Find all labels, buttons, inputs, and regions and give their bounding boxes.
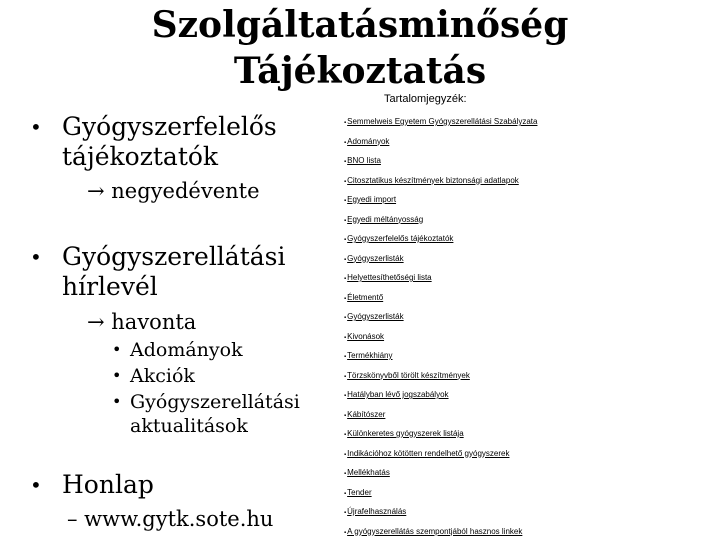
toc-item[interactable]: ▪Gyógyszerlisták xyxy=(344,312,404,321)
toc-link[interactable]: Gyógyszerfelelős tájékoztatók xyxy=(347,234,454,243)
toc-item[interactable]: ▪Kivonások xyxy=(344,331,385,341)
bullet-hirlevel xyxy=(32,242,322,302)
title-line-1: Szolgáltatásminőség xyxy=(151,4,569,46)
toc-item[interactable]: ▪Kábítószer xyxy=(344,409,386,419)
toc-link[interactable]: Gyógyszerlisták xyxy=(347,253,404,263)
toc-item[interactable]: ▪Törzskönyvből törölt készítmények xyxy=(344,370,470,380)
bullet-dot: • xyxy=(112,366,122,385)
subbullet-text: Akciók xyxy=(130,365,195,387)
toc-item[interactable]: ▪Életmentő xyxy=(344,292,384,302)
subbullet-aktualitasok xyxy=(112,390,342,438)
bullet-honlap xyxy=(32,470,322,500)
toc-link[interactable]: Semmelweis Egyetem Gyógyszerellátási Szabályzata xyxy=(347,117,538,126)
toc-link[interactable]: Indikációhoz kötötten rendelhető gyógyszerek xyxy=(347,448,510,458)
bullet-text: Honlap xyxy=(62,470,154,499)
bullet-gyogyszerfelelos xyxy=(32,112,322,172)
toc-link[interactable]: Kábítószer xyxy=(347,409,386,419)
toc-link[interactable]: Gyógyszerlisták xyxy=(347,312,404,321)
toc-link[interactable]: Hatályban lévő jogszabályok xyxy=(347,390,449,399)
toc-link[interactable]: Törzskönyvből törölt készítmények xyxy=(347,370,470,380)
toc-link[interactable]: Különkeretes gyógyszerek listája xyxy=(347,429,464,438)
toc-link[interactable]: Termékhiány xyxy=(347,351,393,360)
subbullet-akciok xyxy=(112,364,342,388)
bullet-dot: • xyxy=(30,115,42,139)
toc-link[interactable]: BNO lista xyxy=(347,156,381,165)
toc-link[interactable]: Egyedi méltányosság xyxy=(347,214,424,224)
bullet-text-line2: tájékoztatók xyxy=(62,142,219,171)
bullet-dot: • xyxy=(112,340,122,359)
bullet-text-line1: Gyógyszerfelelős xyxy=(62,112,277,141)
toc-item[interactable]: ▪Helyettesíthetőségi lista xyxy=(344,273,432,282)
toc-link[interactable]: Citosztatikus készítmények biztonsági adatlapok xyxy=(347,175,519,185)
subbullet-adomanyok xyxy=(112,338,342,362)
toc-link[interactable]: Életmentő xyxy=(347,292,384,302)
toc-item[interactable]: ▪A gyógyszerellátás szempontjából hasznos linkek xyxy=(344,526,523,536)
toc-title: Tartalomjegyzék: xyxy=(384,93,467,105)
toc-link[interactable]: Egyedi import xyxy=(347,195,397,204)
toc-item[interactable]: ▪Gyógyszerfelelős tájékoztatók xyxy=(344,234,454,243)
title-line-2: Tájékoztatás xyxy=(233,50,487,92)
toc-item[interactable]: ▪Tender xyxy=(344,487,372,497)
toc-item[interactable]: ▪Egyedi import xyxy=(344,195,397,204)
toc-item[interactable]: ▪Egyedi méltányosság xyxy=(344,214,424,224)
toc-link[interactable]: Újrafelhasználás xyxy=(347,507,407,516)
toc-item[interactable]: ▪Citosztatikus készítmények biztonsági adatlapok xyxy=(344,175,519,185)
toc-item[interactable]: ▪Hatályban lévő jogszabályok xyxy=(344,390,449,399)
toc-item[interactable]: ▪Mellékhatás xyxy=(344,468,390,477)
toc-link[interactable]: Adományok xyxy=(347,136,390,146)
toc-item[interactable]: ▪BNO lista xyxy=(344,156,381,165)
subbullet-text: Adományok xyxy=(130,339,243,361)
toc-link[interactable]: Helyettesíthetőségi lista xyxy=(347,273,432,282)
subbullet-text-line1: Gyógyszerellátási xyxy=(130,391,300,413)
toc-item[interactable]: ▪Adományok xyxy=(344,136,390,146)
toc-link[interactable]: Mellékhatás xyxy=(347,468,390,477)
toc-item[interactable]: ▪Semmelweis Egyetem Gyógyszerellátási Szabályzata xyxy=(344,117,538,126)
toc-link[interactable]: Kivonások xyxy=(347,331,385,341)
toc-link[interactable]: Tender xyxy=(347,487,372,497)
bullet-dot: • xyxy=(30,473,42,497)
toc-item[interactable]: ▪Újrafelhasználás xyxy=(344,507,407,516)
bullet-dot: • xyxy=(112,392,122,411)
toc-item[interactable]: ▪Különkeretes gyógyszerek listája xyxy=(344,429,464,438)
bullet-sub-honlap-url: – www.gytk.sote.hu xyxy=(67,507,274,531)
bullet-dot: • xyxy=(30,245,42,269)
bullet-sub-negyedevente: → negyedévente xyxy=(87,179,260,203)
bullet-text-line1: Gyógyszerellátási xyxy=(62,242,286,271)
page-title xyxy=(0,2,720,94)
toc-link[interactable]: A gyógyszerellátás szempontjából hasznos linkek xyxy=(347,526,523,536)
subbullet-text-line2: aktualitások xyxy=(130,415,248,437)
toc-item[interactable]: ▪Indikációhoz kötötten rendelhető gyógyszerek xyxy=(344,448,510,458)
bullet-sub-havonta: → havonta xyxy=(87,310,197,334)
bullet-text-line2: hírlevél xyxy=(62,272,158,301)
toc-item[interactable]: ▪Termékhiány xyxy=(344,351,393,360)
toc-item[interactable]: ▪Gyógyszerlisták xyxy=(344,253,404,263)
